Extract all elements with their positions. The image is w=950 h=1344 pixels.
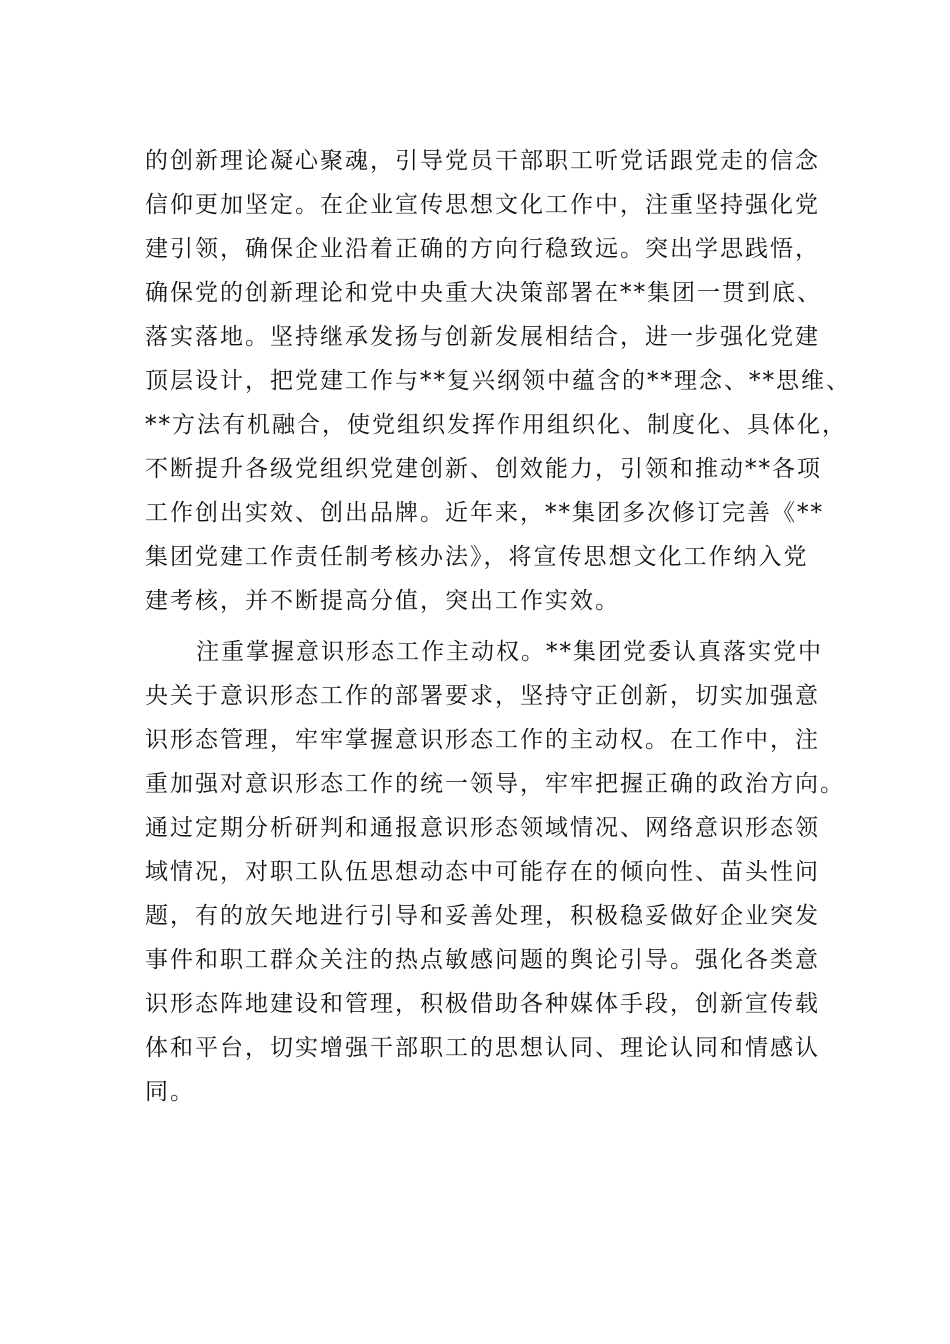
text-line: 建引领，确保企业沿着正确的方向行稳致远。突出学思践悟， bbox=[145, 236, 820, 262]
text-line: 体和平台，切实增强干部职工的思想认同、理论认同和情感认 bbox=[145, 1035, 820, 1061]
text-line: 识形态管理，牢牢掌握意识形态工作的主动权。在工作中，注 bbox=[145, 727, 820, 753]
text-line: 重加强对意识形态工作的统一领导，牢牢把握正确的政治方向。 bbox=[145, 771, 845, 797]
text-line: 同。 bbox=[145, 1079, 195, 1105]
text-line: 事件和职工群众关注的热点敏感问题的舆论引导。强化各类意 bbox=[145, 947, 820, 973]
text-line: 识形态阵地建设和管理，积极借助各种媒体手段，创新宣传载 bbox=[145, 991, 820, 1017]
text-line: 央关于意识形态工作的部署要求，坚持守正创新，切实加强意 bbox=[145, 683, 820, 709]
text-line: 确保党的创新理论和党中央重大决策部署在**集团一贯到底、 bbox=[145, 280, 822, 306]
text-line: 通过定期分析研判和通报意识形态领域情况、网络意识形态领 bbox=[145, 815, 820, 841]
text-line: 信仰更加坚定。在企业宣传思想文化工作中，注重坚持强化党 bbox=[145, 192, 820, 218]
text-line: 落实落地。坚持继承发扬与创新发展相结合，进一步强化党建 bbox=[145, 324, 820, 350]
text-line: **方法有机融合，使党组织发挥作用组织化、制度化、具体化， bbox=[145, 412, 847, 438]
text-line: 的创新理论凝心聚魂，引导党员干部职工听党话跟党走的信念 bbox=[145, 148, 820, 174]
text-line: 建考核，并不断提高分值，突出工作实效。 bbox=[145, 588, 620, 614]
text-line: 工作创出实效、创出品牌。近年来，**集团多次修订完善《** bbox=[145, 500, 824, 526]
text-line: 不断提升各级党组织党建创新、创效能力，引领和推动**各项 bbox=[145, 456, 822, 482]
text-line: 顶层设计，把党建工作与**复兴纲领中蕴含的**理念、**思维、 bbox=[145, 368, 851, 394]
text-line: 集团党建工作责任制考核办法》，将宣传思想文化工作纳入党 bbox=[145, 544, 809, 570]
text-line: 域情况，对职工队伍思想动态中可能存在的倾向性、苗头性问 bbox=[145, 859, 820, 885]
text-line: 题，有的放矢地进行引导和妥善处理，积极稳妥做好企业突发 bbox=[145, 903, 820, 929]
paragraph-start-line: 注重掌握意识形态工作主动权。**集团党委认真落实党中 bbox=[196, 639, 823, 665]
